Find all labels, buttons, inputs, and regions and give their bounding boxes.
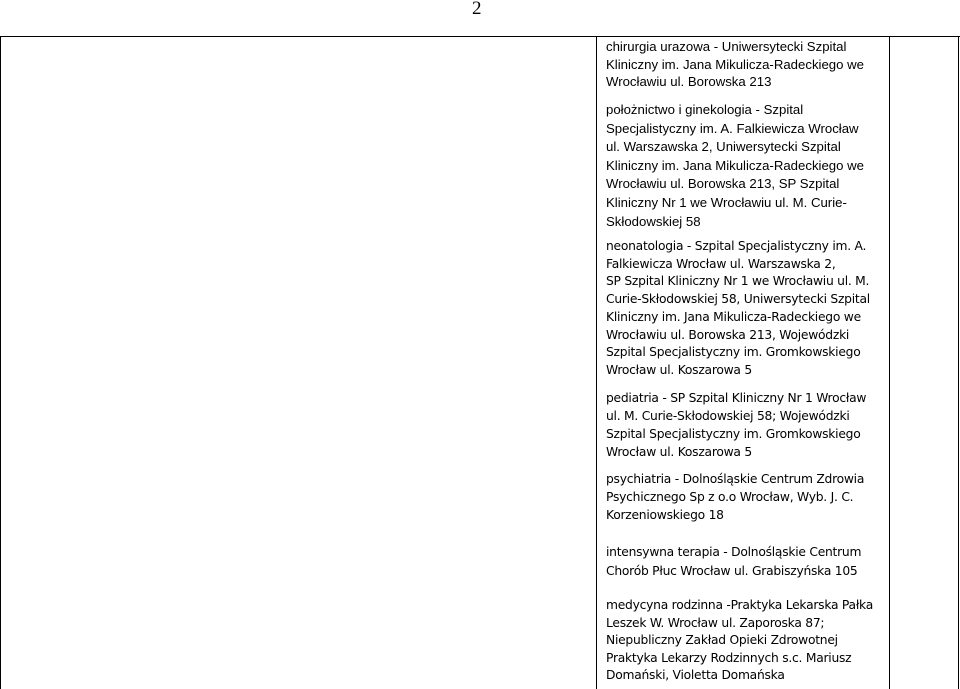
column-divider-2 <box>889 36 890 689</box>
entry-line: Wrocław ul. Koszarowa 5 <box>606 444 752 459</box>
entry-psychiatria <box>606 470 888 524</box>
entry-line: Wrocławiu ul. Borowska 213, SP Szpital <box>606 176 840 192</box>
entry-line: Chorób Płuc Wrocław ul. Grabiszyńska 105 <box>606 564 858 578</box>
entry-line: Curie-Skłodowskiej 58, Uniwersytecki Szpital <box>606 292 870 307</box>
entry-line: intensywna terapia - Dolnośląskie Centrum <box>606 545 862 559</box>
entry-line: Korzeniowskiego 18 <box>606 508 724 522</box>
table-right-border <box>958 36 959 689</box>
entry-line: Leszek W. Wrocław ul. Zaporoska 87; <box>606 615 825 630</box>
entry-line: Szpital Specjalistyczny im. Gromkowskiego <box>606 426 861 441</box>
entry-line: Psychicznego Sp z o.o Wrocław, Wyb. J. C. <box>606 490 854 504</box>
column-divider-1 <box>596 36 597 689</box>
entry-line: medycyna rodzinna -Praktyka Lekarska Pałka <box>606 598 874 612</box>
entry-line: chirurgia urazowa - Uniwersytecki Szpital <box>606 39 847 54</box>
entry-line: Kliniczny Nr 1 we Wrocławiu ul. M. Curie- <box>606 194 847 210</box>
entry-line: Kliniczny im. Jana Mikulicza-Radeckiego we <box>606 157 864 173</box>
entry-line: Kliniczny im. Jana Mikulicza-Radeckiego we <box>606 56 864 72</box>
entry-neonatologia <box>606 238 888 380</box>
entry-line: SP Szpital Kliniczny Nr 1 we Wrocławiu ul. M. <box>606 274 870 289</box>
entry-line: Kliniczny im. Jana Mikulicza-Radeckiego we <box>606 309 861 324</box>
entry-line: Wrocławiu ul. Borowska 213 <box>606 74 772 90</box>
entry-intensywna-terapia <box>606 543 888 581</box>
entry-medycyna-rodzinna <box>606 597 888 685</box>
entry-chirurgia <box>606 38 888 91</box>
entry-line: położnictwo i ginekologia - Szpital <box>606 102 804 117</box>
entry-line: Falkiewicza Wrocław ul. Warszawska 2, <box>606 256 836 271</box>
entry-line: Niepubliczny Zakład Opieki Zdrowotnej <box>606 633 838 648</box>
entry-line: ul. M. Curie-Skłodowskiej 58; Wojewódzki <box>606 408 850 423</box>
entry-line: Wrocławiu ul. Borowska 213, Wojewódzki <box>606 327 850 342</box>
entry-line: Specjalistyczny im. A. Falkiewicza Wrocław <box>606 120 859 136</box>
entry-pediatria <box>606 390 888 462</box>
entry-line: Praktyka Lekarzy Rodzinnych s.c. Mariusz <box>606 650 852 665</box>
entry-poloznictwo <box>606 101 888 231</box>
entry-line: neonatologia - Szpital Specjalistyczny im. A. <box>606 239 867 253</box>
entry-line: Domański, Violetta Domańska <box>606 668 785 683</box>
entry-line: Wrocław ul. Koszarowa 5 <box>606 362 752 377</box>
entry-line: Skłodowskiej 58 <box>606 213 701 229</box>
page-number: 2 <box>472 0 482 19</box>
entry-line: Szpital Specjalistyczny im. Gromkowskiego <box>606 345 861 360</box>
entry-line: psychiatria - Dolnośląskie Centrum Zdrowia <box>606 472 865 486</box>
entry-line: ul. Warszawska 2, Uniwersytecki Szpital <box>606 139 841 155</box>
entry-line: pediatria - SP Szpital Kliniczny Nr 1 Wrocław <box>606 391 867 405</box>
table-left-border <box>0 36 1 689</box>
table-top-border <box>0 36 960 37</box>
